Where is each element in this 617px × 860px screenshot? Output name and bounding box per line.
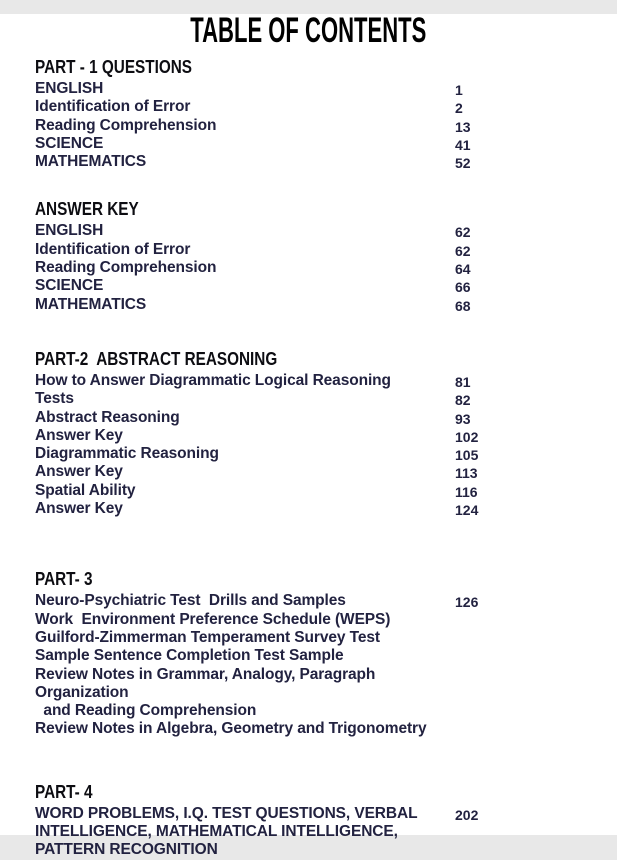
toc-row [35,277,597,295]
toc-item-label: INTELLIGENCE, MATHEMATICAL INTELLIGENCE, [35,823,398,841]
toc-item-label: MATHEMATICS [35,295,147,313]
toc-row [35,98,597,116]
toc-row [35,805,597,823]
toc-item-page: 81 [455,373,471,390]
toc-item-page: 82 [455,392,471,409]
toc-item-page: 1 [455,82,463,98]
toc-item-label: and Reading Comprehension [35,702,257,720]
toc-item-label: Answer Key [35,500,123,518]
toc-item-label: Diagrammatic Reasoning [35,445,219,463]
toc-item-page: 66 [455,279,471,296]
toc-item-label: PATTERN RECOGNITION [35,841,218,859]
toc-row [35,296,597,314]
toc-item-label: Identification of Error [35,240,191,258]
toc-item-label: Answer Key [35,463,123,481]
toc-section [35,200,597,313]
toc-item-page: 41 [455,136,471,153]
toc-section [35,350,597,518]
toc-row [35,702,597,720]
toc-row [35,222,597,240]
toc-row [35,666,597,684]
toc-item-page: 105 [455,447,479,464]
page-title [0,11,617,50]
toc-row [35,445,597,463]
toc-row [35,720,597,738]
toc-item-label: Abstract Reasoning [35,408,180,426]
toc-item-label: Guilford-Zimmerman Temperament Survey Test [35,628,380,646]
toc-item-label: Answer Key [35,426,123,444]
toc-row [35,409,597,427]
toc-section [35,570,597,738]
section-heading: PART-2 ABSTRACT REASONING [35,348,278,369]
toc-row [35,482,597,500]
toc-item-page: 93 [455,410,471,427]
toc-item-label: Reading Comprehension [35,259,217,277]
toc-item-page: 202 [455,806,479,823]
section-heading: ANSWER KEY [35,199,139,220]
toc-row [35,135,597,153]
toc-item-page: 113 [455,465,478,482]
toc-row [35,684,597,702]
toc-item-label: Organization [35,683,129,701]
toc-row [35,117,597,135]
toc-item-label: ENGLISH [35,80,104,97]
toc-row [35,80,597,98]
toc-item-label: Sample Sentence Completion Test Sample [35,647,344,665]
toc-row [35,629,597,647]
toc-row [35,241,597,259]
toc-section [35,783,597,860]
toc-row [35,390,597,408]
toc-item-page: 62 [455,224,471,241]
toc-item-label: SCIENCE [35,277,104,295]
section-heading: PART - 1 QUESTIONS [35,57,192,77]
toc-item-page: 62 [455,242,471,259]
toc-item-label: Reading Comprehension [35,116,217,134]
toc-item-label: ENGLISH [35,222,104,240]
toc-item-page: 102 [455,428,479,445]
toc-item-label: SCIENCE [35,134,104,152]
toc-row [35,463,597,481]
toc-row [35,153,597,171]
toc-item-page: 64 [455,261,471,278]
toc-item-page: 52 [455,155,471,172]
toc-item-label: How to Answer Diagrammatic Logical Reasoning [35,371,391,389]
toc-item-label: Work Environment Preference Schedule (WEPS) [35,610,391,628]
toc-row [35,611,597,629]
section-heading: PART- 4 [35,781,93,802]
toc-item-page: 68 [455,297,471,314]
toc-item-page: 2 [455,100,463,117]
toc-row [35,427,597,445]
toc-item-label: Spatial Ability [35,481,136,499]
toc-item-page: 116 [455,483,478,500]
page-title-text: TABLE OF CONTENTS [190,11,427,50]
toc-item-label: Tests [35,390,74,408]
toc-item-label: MATHEMATICS [35,153,147,171]
toc-page [0,11,617,859]
toc-item-page: 13 [455,118,471,135]
toc-row [35,500,597,518]
toc-item-label: Review Notes in Grammar, Analogy, Paragraph [35,665,376,683]
toc-item-label: Review Notes in Algebra, Geometry and Trigonometry [35,720,427,738]
toc-row [35,372,597,390]
toc-row [35,841,597,859]
toc-item-label: Neuro-Psychiatric Test Drills and Samples [35,592,346,610]
toc-item-page: 126 [455,594,479,611]
toc-item-label: WORD PROBLEMS, I.Q. TEST QUESTIONS, VERBAL [35,804,418,822]
toc-row [35,647,597,665]
toc-section [35,58,597,171]
toc-row [35,823,597,841]
toc-item-page: 124 [455,502,479,519]
section-heading: PART- 3 [35,569,93,590]
toc-item-label: Identification of Error [35,98,191,116]
toc-row [35,592,597,610]
toc-row [35,259,597,277]
toc-sections [0,58,617,860]
